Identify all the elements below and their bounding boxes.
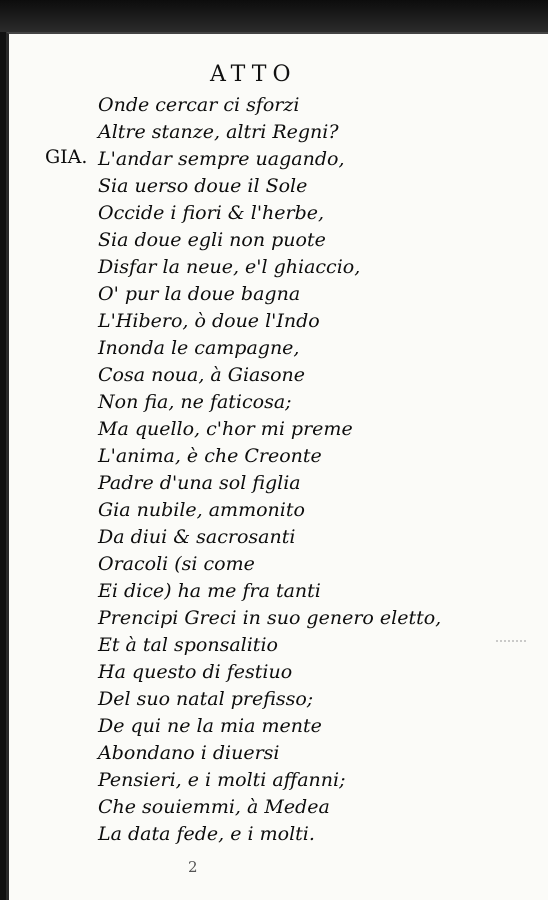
verse-line: Oracoli (si come <box>98 553 255 575</box>
verse-line: Ma quello, c'hor mi preme <box>98 418 353 440</box>
verse-line: Ha questo di festiuo <box>98 661 293 683</box>
verse-lines <box>98 92 518 848</box>
verse-line: L'Hibero, ò doue l'Indo <box>98 310 320 332</box>
verse-line: Del suo natal prefisso; <box>98 688 314 710</box>
verse-line: Sia uerso doue il Sole <box>98 175 308 197</box>
verse-line: Da diui & sacrosanti <box>98 526 296 548</box>
verse-line: Et à tal sponsalitio <box>98 634 278 656</box>
verse-line: Sia doue egli non puote <box>98 229 326 251</box>
verse-line: Pensieri, e i molti affanni; <box>98 769 346 791</box>
verse-line: Cosa noua, à Giasone <box>98 364 306 386</box>
verse-line: Altre stanze, altri Regni? <box>98 121 339 143</box>
verse-line: Gia nubile, ammonito <box>98 499 305 521</box>
verse-line: Disfar la neue, e'l ghiaccio, <box>98 256 361 278</box>
verse-line: Non fia, ne faticosa; <box>98 391 292 413</box>
verse-line: Onde cercar ci sforzi <box>98 94 300 116</box>
verse-line: L'andar sempre uagando, <box>98 148 345 170</box>
page-footer-mark: 2 <box>188 858 198 876</box>
verse-line: Ei dice) ha me fra tanti <box>98 580 321 602</box>
verse-line: Inonda le campagne, <box>98 337 300 359</box>
speaker-label: GIA. <box>45 146 88 168</box>
verse-line: O' pur la doue bagna <box>98 283 301 305</box>
verse-line: L'anima, è che Creonte <box>98 445 322 467</box>
verse-line: De qui ne la mia mente <box>98 715 322 737</box>
page-header: ATTO <box>210 62 297 87</box>
verse-line: Abondano i diuersi <box>98 742 280 764</box>
verse-line: Che souiemmi, à Medea <box>98 796 330 818</box>
verse-line: Occide i fiori & l'herbe, <box>98 202 325 224</box>
verse-line: Prencipi Greci in suo genero eletto, <box>98 607 442 629</box>
show-through-mark <box>496 640 526 650</box>
verse-line: Padre d'una sol figlia <box>98 472 301 494</box>
verse-line: La data fede, e i molti. <box>98 823 315 845</box>
book-top-edge <box>0 0 548 32</box>
